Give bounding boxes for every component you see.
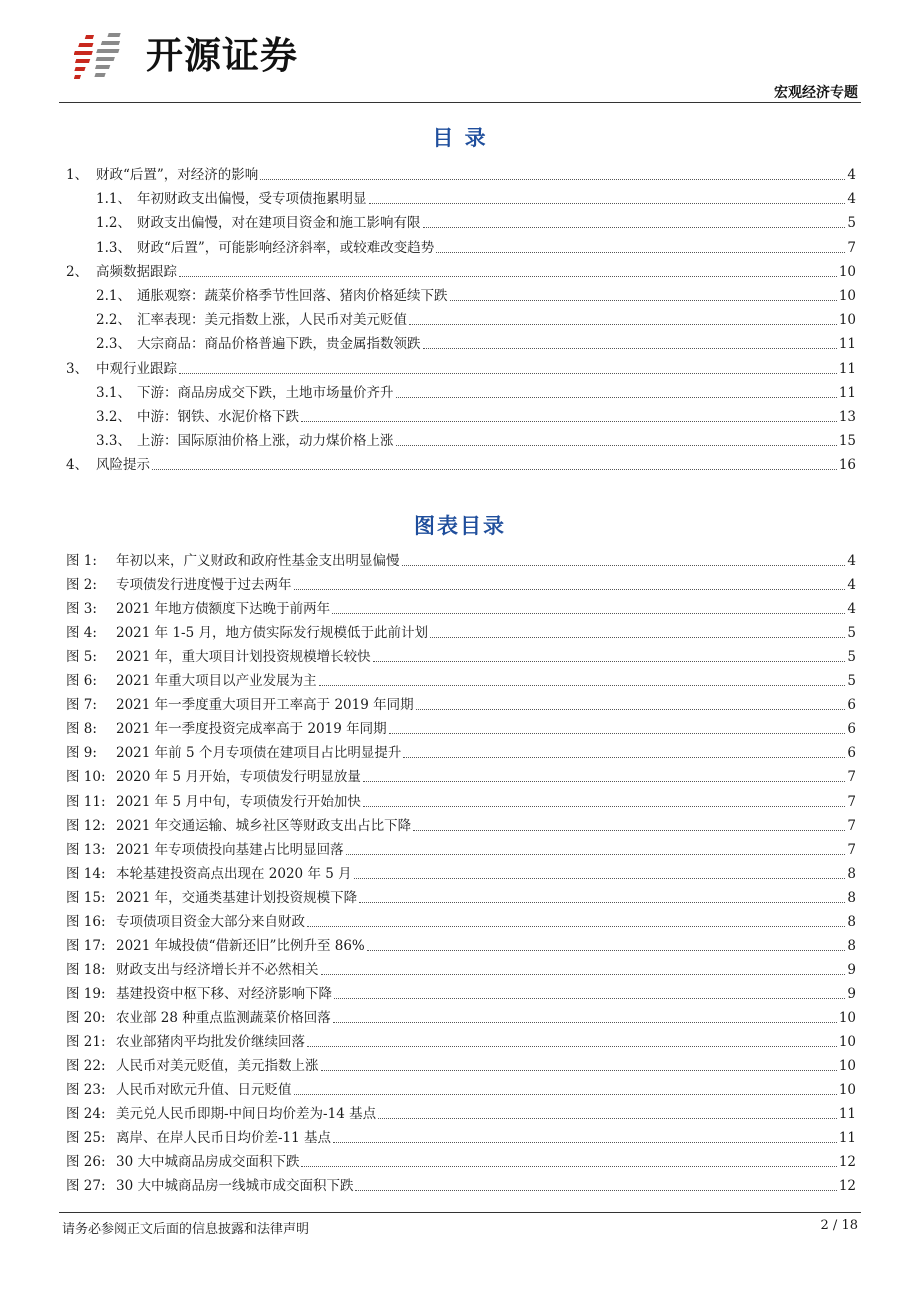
page-indicator: 2 / 18 (820, 1218, 858, 1233)
dot-leader (359, 902, 845, 903)
figure-number: 图 16: (66, 913, 106, 930)
dot-leader (403, 757, 845, 758)
figure-entry[interactable] (66, 979, 856, 1003)
toc-page-number: 10 (838, 312, 856, 329)
dot-leader (363, 781, 846, 782)
toc-page-number: 11 (838, 384, 856, 401)
dot-leader (416, 709, 846, 710)
dot-leader (319, 685, 846, 686)
figure-page-number: 7 (847, 793, 856, 810)
dot-leader (423, 227, 846, 228)
dot-leader (152, 469, 837, 470)
toc-title: 高频数据跟踪 (96, 263, 177, 280)
figure-page-number: 10 (838, 1034, 856, 1050)
header-divider (59, 102, 861, 103)
figure-title: 农业部 28 种重点监测蔬菜价格回落 (116, 1009, 331, 1026)
figure-title: 30 大中城商品房成交面积下跌 (116, 1154, 300, 1171)
toc-page-number: 10 (838, 288, 856, 304)
figure-page-number: 10 (838, 1009, 856, 1026)
figure-entry[interactable] (66, 1099, 856, 1123)
dot-leader (430, 637, 845, 638)
toc-entry[interactable] (66, 450, 856, 474)
dot-leader (450, 300, 837, 301)
toc-page-number: 11 (838, 360, 856, 377)
toc-page-number: 4 (847, 167, 856, 183)
toc-entry[interactable] (96, 402, 856, 426)
figure-page-number: 8 (847, 913, 856, 930)
dot-leader (354, 878, 846, 879)
brand-name: 开源证券 (146, 34, 298, 77)
figure-title: 2021 年交通运输、城乡社区等财政支出占比下降 (116, 817, 412, 834)
figure-page-number: 4 (847, 553, 856, 569)
figure-number: 图 17: (66, 937, 106, 954)
dot-leader (307, 1046, 837, 1047)
toc-entry[interactable] (96, 426, 856, 450)
figure-number: 图 3: (66, 601, 97, 618)
figure-page-number: 8 (847, 889, 856, 906)
figures-title: 图表目录 (414, 514, 506, 538)
toc-number: 4、 (66, 457, 89, 474)
figure-title: 本轮基建投资高点出现在 2020 年 5 月 (116, 865, 352, 882)
toc-number: 3、 (66, 360, 89, 377)
toc-title: 下游：商品房成交下跌，土地市场量价齐升 (137, 384, 394, 401)
figure-entry[interactable] (66, 714, 856, 738)
figure-number: 图 20: (66, 1009, 106, 1026)
figure-title: 2021 年一季度投资完成率高于 2019 年同期 (116, 721, 387, 738)
figure-page-number: 10 (838, 1082, 856, 1099)
figure-number: 图 27: (66, 1178, 106, 1195)
dot-leader (321, 974, 846, 975)
figure-entry[interactable] (66, 762, 856, 786)
figure-number: 图 25: (66, 1130, 106, 1147)
dot-leader (321, 1070, 837, 1071)
figure-title: 2021 年，重大项目计划投资规模增长较快 (116, 649, 371, 666)
figure-title: 2020 年 5 月开始，专项债发行明显放量 (116, 769, 361, 786)
figure-page-number: 7 (847, 841, 856, 858)
figure-title: 2021 年，交通类基建计划投资规模下降 (116, 889, 358, 906)
figure-entry[interactable] (66, 955, 856, 979)
toc-page-number: 16 (838, 457, 856, 474)
figure-entry[interactable] (66, 1003, 856, 1027)
figure-entry[interactable] (66, 1051, 856, 1075)
figure-title: 2021 年一季度重大项目开工率高于 2019 年同期 (116, 697, 414, 714)
figure-title: 农业部猪肉平均批发价继续回落 (116, 1034, 305, 1050)
figure-entry[interactable] (66, 690, 856, 714)
figure-entry[interactable] (66, 883, 856, 907)
toc-page-number: 5 (847, 215, 856, 232)
figure-entry[interactable] (66, 546, 856, 570)
dot-leader (179, 276, 837, 277)
dot-leader (346, 854, 846, 855)
figure-entry[interactable] (66, 811, 856, 835)
figure-entry[interactable] (66, 570, 856, 594)
dot-leader (423, 348, 837, 349)
dot-leader (367, 950, 846, 951)
dot-leader (389, 733, 846, 734)
figure-entry[interactable] (66, 835, 856, 859)
toc-title: 目 录 (432, 126, 488, 150)
dot-leader (333, 1142, 837, 1143)
figure-entry[interactable] (66, 666, 856, 690)
toc-entry[interactable] (96, 208, 856, 232)
dot-leader (378, 1118, 837, 1119)
figure-entry[interactable] (66, 1147, 856, 1171)
figure-title: 美元兑人民币即期-中间日均价差为-14 基点 (116, 1106, 377, 1123)
dot-leader (413, 830, 845, 831)
toc-title: 财政“后置”，对经济的影响 (96, 167, 259, 183)
figure-page-number: 5 (847, 673, 856, 690)
figure-page-number: 8 (847, 865, 856, 882)
figure-entry[interactable] (66, 787, 856, 811)
figure-title: 2021 年前 5 个月专项债在建项目占比明显提升 (116, 745, 402, 762)
figure-entry[interactable] (66, 1027, 856, 1051)
toc-title: 汇率表现：美元指数上涨，人民币对美元贬值 (137, 312, 407, 329)
figure-page-number: 7 (847, 817, 856, 834)
figure-page-number: 10 (838, 1058, 856, 1075)
figure-number: 图 5: (66, 649, 97, 666)
figure-page-number: 4 (847, 601, 856, 618)
figure-number: 图 6: (66, 673, 97, 690)
toc-entry[interactable] (96, 329, 856, 353)
toc-page-number: 15 (838, 433, 856, 450)
toc-number: 3.3、 (96, 433, 131, 450)
dot-leader (307, 926, 845, 927)
figure-number: 图 1: (66, 553, 97, 569)
figure-page-number: 6 (847, 745, 856, 762)
toc-number: 3.1、 (96, 384, 131, 401)
figure-title: 2021 年重大项目以产业发展为主 (116, 673, 317, 690)
toc-number: 1.3、 (96, 239, 131, 256)
toc-entry[interactable] (96, 305, 856, 329)
dot-leader (402, 565, 846, 566)
figure-number: 图 14: (66, 865, 106, 882)
dot-leader (369, 203, 846, 204)
figure-number: 图 15: (66, 889, 106, 906)
figure-page-number: 8 (847, 937, 856, 954)
figure-entry[interactable] (66, 1171, 856, 1195)
dot-leader (294, 589, 846, 590)
toc-title: 中游：钢铁、水泥价格下跌 (137, 409, 299, 425)
figure-page-number: 5 (847, 625, 856, 642)
toc-title: 中观行业跟踪 (96, 360, 177, 377)
figure-number: 图 18: (66, 961, 106, 978)
figure-number: 图 2: (66, 577, 97, 594)
figure-title: 离岸、在岸人民币日均价差-11 基点 (116, 1130, 332, 1147)
toc-title: 年初财政支出偏慢，受专项债拖累明显 (137, 191, 367, 208)
figure-page-number: 11 (838, 1106, 856, 1123)
toc-entry[interactable] (66, 257, 856, 281)
figure-number: 图 21: (66, 1034, 106, 1050)
figure-title: 2021 年 1-5 月，地方债实际发行规模低于此前计划 (116, 625, 428, 642)
dot-leader (179, 373, 837, 374)
figure-number: 图 12: (66, 817, 106, 834)
figure-number: 图 23: (66, 1082, 106, 1099)
toc-number: 2、 (66, 263, 89, 280)
toc-title: 财政“后置”，可能影响经济斜率，或较难改变趋势 (137, 239, 435, 256)
figure-page-number: 7 (847, 769, 856, 786)
figure-entry[interactable] (66, 859, 856, 883)
figure-page-number: 5 (847, 649, 856, 666)
dot-leader (301, 1166, 836, 1167)
toc-entry[interactable] (66, 354, 856, 378)
figure-title: 2021 年专项债投向基建占比明显回落 (116, 841, 344, 858)
figure-entry[interactable] (66, 642, 856, 666)
dot-leader (294, 1094, 837, 1095)
figure-page-number: 9 (847, 961, 856, 978)
figure-page-number: 4 (847, 577, 856, 594)
toc-entry[interactable] (96, 281, 856, 305)
figure-entry[interactable] (66, 594, 856, 618)
figure-title: 专项债发行进度慢于过去两年 (116, 577, 292, 594)
figure-page-number: 9 (847, 985, 856, 1002)
figure-number: 图 24: (66, 1106, 106, 1123)
toc-number: 3.2、 (96, 409, 131, 425)
figure-number: 图 11: (66, 793, 106, 810)
toc-title: 大宗商品：商品价格普遍下跌，贵金属指数领跌 (137, 336, 421, 353)
figure-title: 人民币对美元贬值，美元指数上涨 (116, 1058, 319, 1075)
toc-number: 1.1、 (96, 191, 131, 208)
figure-entry[interactable] (66, 931, 856, 955)
figure-entry[interactable] (66, 1123, 856, 1147)
toc-entry[interactable] (66, 160, 856, 184)
figure-page-number: 12 (838, 1154, 856, 1171)
toc-entry[interactable] (96, 378, 856, 402)
toc-page-number: 13 (838, 409, 856, 425)
toc-title: 通胀观察：蔬菜价格季节性回落、猪肉价格延续下跌 (137, 288, 448, 304)
figure-number: 图 13: (66, 841, 106, 858)
figure-title: 年初以来，广义财政和政府性基金支出明显偏慢 (116, 553, 400, 569)
dot-leader (396, 445, 837, 446)
report-type-label: 宏观经济专题 (774, 85, 858, 101)
toc-title: 风险提示 (96, 457, 150, 474)
toc-number: 1、 (66, 167, 89, 183)
dot-leader (260, 179, 845, 180)
figure-entry[interactable] (66, 738, 856, 762)
figure-number: 图 22: (66, 1058, 106, 1075)
figure-title: 人民币对欧元升值、日元贬值 (116, 1082, 292, 1099)
figure-title: 2021 年城投债“借新还旧”比例升至 86% (116, 937, 365, 954)
dot-leader (409, 324, 837, 325)
figure-page-number: 12 (838, 1178, 856, 1195)
dot-leader (332, 613, 845, 614)
figure-page-number: 11 (838, 1130, 856, 1147)
dot-leader (363, 806, 846, 807)
figure-title: 2021 年地方债额度下达晚于前两年 (116, 601, 331, 618)
figure-number: 图 7: (66, 697, 97, 714)
figure-title: 专项债项目资金大部分来自财政 (116, 913, 305, 930)
toc-number: 2.2、 (96, 312, 131, 329)
footer-disclaimer: 请务必参阅正文后面的信息披露和法律声明 (62, 1222, 310, 1237)
figure-entry[interactable] (66, 907, 856, 931)
logo-mark-icon (74, 29, 136, 83)
figure-number: 图 4: (66, 625, 97, 642)
figure-number: 图 9: (66, 745, 97, 762)
dot-leader (301, 421, 837, 422)
toc-number: 1.2、 (96, 215, 131, 232)
dot-leader (436, 252, 845, 253)
toc-title: 财政支出偏慢，对在建项目资金和施工影响有限 (137, 215, 421, 232)
company-logo (74, 28, 298, 84)
figure-title: 2021 年 5 月中旬，专项债发行开始加快 (116, 793, 361, 810)
figure-number: 图 8: (66, 721, 97, 738)
figure-number: 图 26: (66, 1154, 106, 1171)
toc-page-number: 11 (838, 336, 856, 353)
toc-title: 上游：国际原油价格上涨，动力煤价格上涨 (137, 433, 394, 450)
toc-page-number: 4 (847, 191, 856, 208)
figure-title: 30 大中城商品房一线城市成交面积下跌 (116, 1178, 354, 1195)
dot-leader (334, 998, 845, 999)
toc-page-number: 7 (847, 239, 856, 256)
dot-leader (373, 661, 846, 662)
toc-entry[interactable] (96, 233, 856, 257)
figure-title: 财政支出与经济增长并不必然相关 (116, 961, 319, 978)
figure-entry[interactable] (66, 1075, 856, 1099)
dot-leader (396, 397, 837, 398)
toc-number: 2.3、 (96, 336, 131, 353)
dot-leader (355, 1190, 836, 1191)
figure-title: 基建投资中枢下移、对经济影响下降 (116, 985, 332, 1002)
toc-number: 2.1、 (96, 288, 131, 304)
figure-number: 图 19: (66, 985, 106, 1002)
toc-page-number: 10 (838, 263, 856, 280)
toc-entry[interactable] (96, 184, 856, 208)
figure-page-number: 6 (847, 697, 856, 714)
figure-page-number: 6 (847, 721, 856, 738)
figure-number: 图 10: (66, 769, 106, 786)
figure-entry[interactable] (66, 618, 856, 642)
footer-divider (59, 1212, 861, 1213)
dot-leader (333, 1022, 837, 1023)
